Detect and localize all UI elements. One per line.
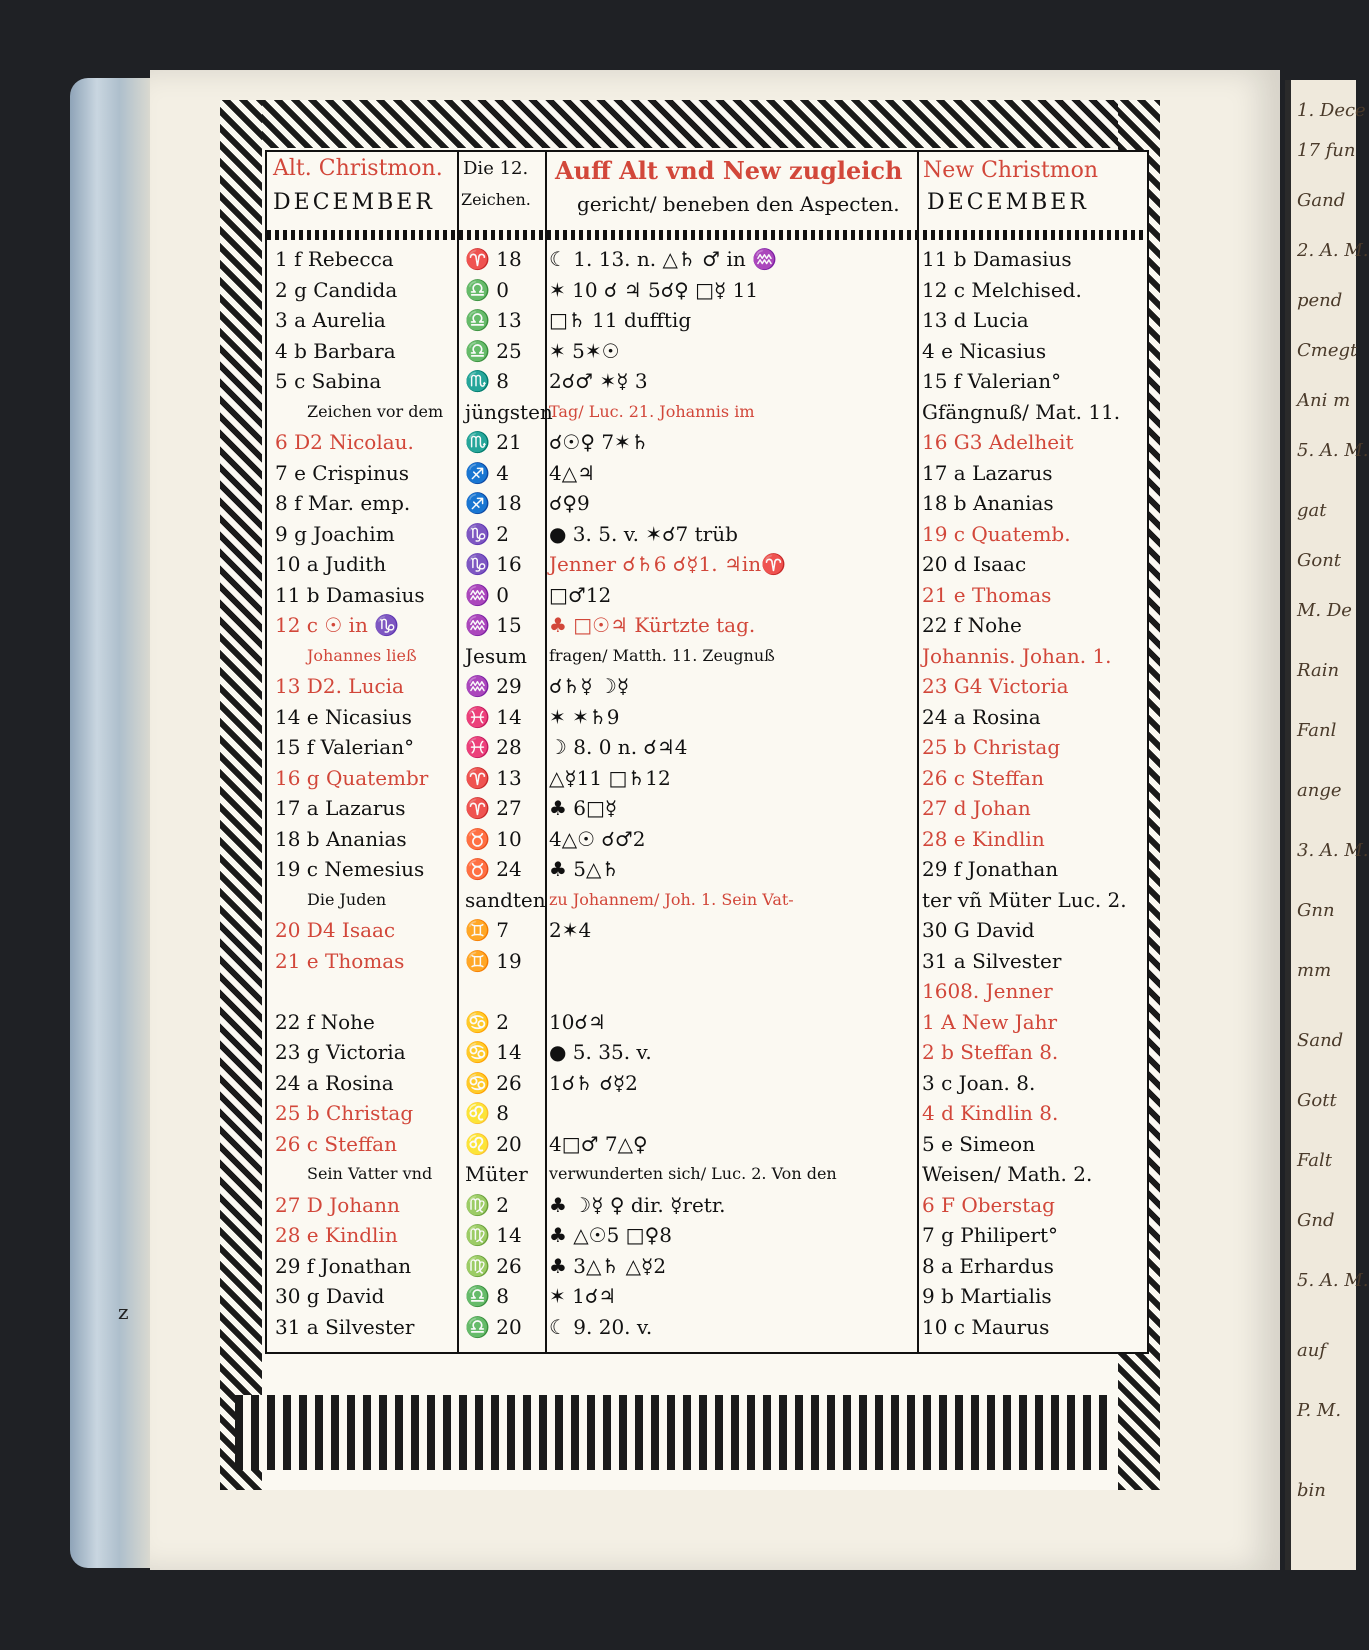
- old-calendar-cell: 26 c Steffan: [275, 1131, 397, 1156]
- calendar-row: [267, 1159, 1147, 1189]
- aspect-cell: ✶ ✶♄9: [549, 704, 620, 729]
- calendar-row: [267, 610, 1147, 640]
- calendar-row: [267, 732, 1147, 762]
- calendar-row: [267, 763, 1147, 793]
- calendar-row: [267, 580, 1147, 610]
- old-calendar-cell: 14 e Nicasius: [275, 704, 412, 729]
- new-calendar-cell: 1 A New Jahr: [922, 1009, 1058, 1034]
- zodiac-sign-cell: ♎ 13: [465, 308, 522, 332]
- calendar-row: [267, 915, 1147, 945]
- aspect-cell: ● 3. 5. v. ✶☌7 trüb: [549, 521, 738, 546]
- aspect-cell: 2☌♂ ✶☿ 3: [549, 369, 648, 393]
- zodiac-sign-cell: ♒ 0: [465, 582, 509, 607]
- new-calendar-cell: 21 e Thomas: [922, 582, 1052, 607]
- calendar-row: [267, 1129, 1147, 1159]
- new-calendar-cell: Johannis. Johan. 1.: [922, 643, 1112, 668]
- new-calendar-cell: 10 c Maurus: [922, 1314, 1050, 1339]
- aspect-cell: ♣ □☉♃ Kürtzte tag.: [549, 613, 756, 637]
- aspect-cell: □♄ 11 dufftig: [549, 308, 692, 332]
- zodiac-sign-cell: ♑ 2: [465, 521, 509, 546]
- aspect-cell: ● 5. 35. v.: [549, 1040, 652, 1064]
- old-calendar-cell: Johannes ließ: [307, 645, 417, 665]
- new-calendar-cell: 7 g Philipert°: [922, 1223, 1059, 1247]
- old-calendar-cell: 19 c Nemesius: [275, 857, 425, 881]
- new-calendar-cell: 20 d Isaac: [922, 552, 1027, 576]
- calendar-row: [267, 641, 1147, 671]
- aspect-cell: zu Johannem/ Joh. 1. Sein Vat-: [549, 889, 794, 909]
- calendar-row: [267, 488, 1147, 518]
- aspect-cell: ♣ △☉5 □♀8: [549, 1223, 672, 1247]
- old-calendar-cell: 8 f Mar. emp.: [275, 491, 411, 515]
- calendar-row: [267, 1098, 1147, 1128]
- old-calendar-cell: 13 D2. Lucia: [275, 674, 404, 698]
- new-calendar-cell: 31 a Silvester: [922, 948, 1062, 973]
- old-calendar-cell: Zeichen vor dem: [307, 401, 444, 421]
- zodiac-sign-cell: ♒ 15: [465, 613, 522, 637]
- calendar-row: [267, 275, 1147, 305]
- calendar-row: [267, 1220, 1147, 1250]
- calendar-row: [267, 366, 1147, 396]
- zodiac-sign-cell: ♎ 8: [465, 1284, 509, 1308]
- calendar-row: [267, 397, 1147, 427]
- aspect-cell: ☌♀9: [549, 491, 590, 515]
- aspect-cell: verwunderten sich/ Luc. 2. Von den: [549, 1164, 837, 1183]
- zodiac-sign-cell: ♑ 16: [465, 552, 522, 576]
- calendar-row: [267, 519, 1147, 549]
- zodiac-sign-cell: ♌ 8: [465, 1101, 509, 1125]
- calendar-row: [267, 946, 1147, 976]
- right-page-handwriting: 1. Dece 17 fun Gand 2. A. M. pend Cmegt Ani m 5. A. M. gat Gont M. De Rain Fanl ange 3. A. M. Gnn mm Sand Gott Falt Gnd 5. A. M. auf P. M. bin: [1285, 80, 1356, 1570]
- new-calendar-cell: 11 b Damasius: [922, 247, 1072, 271]
- zodiac-sign-cell: ♍ 26: [465, 1253, 522, 1278]
- zodiac-sign-cell: ♌ 20: [465, 1131, 522, 1156]
- bottom-ornament-band: [235, 1395, 1115, 1470]
- new-calendar-cell: Weisen/ Math. 2.: [922, 1162, 1093, 1186]
- zodiac-sign-cell: ♊ 7: [465, 918, 509, 942]
- calendar-row: [267, 1251, 1147, 1281]
- zodiac-sign-cell: Müter: [465, 1162, 528, 1186]
- old-calendar-cell: 4 b Barbara: [275, 338, 396, 363]
- calendar-row: [267, 1037, 1147, 1067]
- zodiac-sign-cell: jüngsten: [465, 399, 553, 424]
- old-calendar-cell: 12 c ☉ in ♑: [275, 613, 400, 637]
- aspect-cell: ✶ 1☌♃: [549, 1284, 617, 1308]
- new-calendar-title: New Christmon: [923, 158, 1099, 183]
- new-calendar-cell: 8 a Erhardus: [922, 1253, 1054, 1278]
- aspect-cell: ♣ 6□☿: [549, 796, 618, 820]
- old-calendar-cell: 6 D2 Nicolau.: [275, 430, 414, 454]
- zodiac-sign-cell: ♍ 14: [465, 1223, 522, 1247]
- new-calendar-cell: 1608. Jenner: [922, 979, 1053, 1003]
- calendar-row: [267, 549, 1147, 579]
- old-calendar-cell: 2 g Candida: [275, 277, 398, 302]
- old-calendar-cell: 10 a Judith: [275, 552, 387, 576]
- zodiac-sign-cell: ♏ 21: [465, 430, 522, 454]
- zodiac-sign-cell: ♉ 10: [465, 826, 522, 851]
- new-calendar-cell: 29 f Jonathan: [922, 857, 1059, 881]
- aspect-cell: 10☌♃: [549, 1009, 606, 1034]
- new-calendar-cell: 6 F Oberstag: [922, 1192, 1055, 1217]
- zodiac-sign-cell: Jesum: [465, 643, 527, 668]
- calendar-row: [267, 458, 1147, 488]
- old-calendar-cell: 25 b Christag: [275, 1101, 414, 1125]
- old-calendar-cell: 5 c Sabina: [275, 369, 382, 393]
- zodiac-sign-cell: ♋ 14: [465, 1040, 522, 1064]
- calendar-row: [267, 244, 1147, 274]
- new-month-label: DECEMBER: [927, 190, 1089, 215]
- zodiac-sign-cell: ♈ 18: [465, 247, 522, 271]
- old-calendar-cell: 24 a Rosina: [275, 1070, 394, 1095]
- new-calendar-cell: 5 e Simeon: [922, 1131, 1036, 1156]
- aspect-cell: ☽ 8. 0 n. ☌♃4: [549, 735, 688, 759]
- new-calendar-cell: 4 e Nicasius: [922, 338, 1047, 363]
- aspect-cell: ♣ 5△♄: [549, 857, 620, 881]
- aspect-cell: ☌♄☿ ☽☿: [549, 674, 630, 698]
- new-calendar-cell: 16 G3 Adelheit: [922, 430, 1074, 454]
- old-calendar-cell: 23 g Victoria: [275, 1040, 406, 1064]
- calendar-row: [267, 702, 1147, 732]
- zodiac-sign-cell: ♏ 8: [465, 369, 509, 393]
- signs-subtitle: Zeichen.: [461, 190, 531, 209]
- zodiac-sign-cell: ♋ 26: [465, 1070, 522, 1095]
- new-calendar-cell: 27 d Johan: [922, 796, 1031, 820]
- old-calendar-cell: 7 e Crispinus: [275, 460, 410, 485]
- old-calendar-title: Alt. Christmon.: [273, 156, 443, 181]
- margin-mark: z: [118, 1300, 129, 1324]
- new-calendar-cell: 9 b Martialis: [922, 1284, 1052, 1308]
- new-calendar-cell: 30 G David: [922, 918, 1035, 942]
- aspects-title: Auff Alt vnd New zugleich: [555, 156, 903, 185]
- zodiac-sign-cell: ♊ 19: [465, 948, 522, 973]
- new-calendar-cell: 2 b Steffan 8.: [922, 1040, 1059, 1064]
- old-calendar-cell: 18 b Ananias: [275, 826, 407, 851]
- zodiac-sign-cell: ♓ 14: [465, 704, 522, 729]
- new-calendar-cell: 15 f Valerian°: [922, 369, 1062, 393]
- zodiac-sign-cell: ♓ 28: [465, 735, 522, 759]
- new-calendar-cell: 25 b Christag: [922, 735, 1061, 759]
- new-calendar-cell: 23 G4 Victoria: [922, 674, 1069, 698]
- old-calendar-cell: 15 f Valerian°: [275, 735, 415, 759]
- calendar-row: [267, 976, 1147, 1006]
- signs-title: Die 12.: [463, 158, 529, 179]
- old-month-label: DECEMBER: [273, 190, 435, 215]
- calendar-row: [267, 824, 1147, 854]
- aspect-cell: ☾ 9. 20. v.: [549, 1314, 653, 1339]
- new-calendar-cell: ter vñ Müter Luc. 2.: [922, 887, 1127, 912]
- calendar-table: [265, 150, 1149, 1354]
- calendar-row: [267, 427, 1147, 457]
- calendar-row: [267, 854, 1147, 884]
- aspect-cell: 4△☉ ☌♂2: [549, 826, 646, 851]
- old-calendar-cell: 30 g David: [275, 1284, 385, 1308]
- zodiac-sign-cell: ♈ 27: [465, 796, 522, 820]
- zodiac-sign-cell: ♎ 0: [465, 277, 509, 302]
- zodiac-sign-cell: ♉ 24: [465, 857, 522, 881]
- zodiac-sign-cell: ♐ 4: [465, 460, 509, 485]
- aspect-cell: □♂12: [549, 582, 612, 607]
- new-calendar-cell: 22 f Nohe: [922, 613, 1022, 637]
- zodiac-sign-cell: ♒ 29: [465, 674, 522, 698]
- new-calendar-cell: 24 a Rosina: [922, 704, 1041, 729]
- old-calendar-cell: 21 e Thomas: [275, 948, 405, 973]
- aspect-cell: 4△♃: [549, 460, 596, 485]
- zodiac-sign-cell: ♐ 18: [465, 491, 522, 515]
- old-calendar-cell: 11 b Damasius: [275, 582, 425, 607]
- new-calendar-cell: 26 c Steffan: [922, 765, 1044, 790]
- aspects-subtitle: gericht/ beneben den Aspecten.: [577, 192, 900, 216]
- left-ornament-band: [220, 100, 262, 1490]
- aspect-cell: 2✶4: [549, 918, 592, 942]
- new-calendar-cell: Gfängnuß/ Mat. 11.: [922, 399, 1121, 424]
- calendar-row: [267, 793, 1147, 823]
- old-calendar-cell: 3 a Aurelia: [275, 308, 386, 332]
- old-calendar-cell: 29 f Jonathan: [275, 1253, 412, 1278]
- aspect-cell: Jenner ☌♄6 ☌☿1. ♃in♈: [549, 552, 787, 576]
- zodiac-sign-cell: sandten: [465, 887, 546, 912]
- old-calendar-cell: Sein Vatter vnd: [307, 1164, 433, 1183]
- aspect-cell: ♣ ☽☿ ♀ dir. ☿retr.: [549, 1192, 726, 1217]
- aspect-cell: ♣ 3△♄ △☿2: [549, 1253, 667, 1278]
- old-calendar-cell: 27 D Johann: [275, 1192, 400, 1217]
- new-calendar-cell: 13 d Lucia: [922, 308, 1029, 332]
- old-calendar-cell: 17 a Lazarus: [275, 796, 406, 820]
- new-calendar-cell: 28 e Kindlin: [922, 826, 1045, 851]
- calendar-row: [267, 1312, 1147, 1342]
- book-page-edges: [70, 78, 160, 1568]
- old-calendar-cell: Die Juden: [307, 889, 387, 909]
- aspect-cell: ☌☉♀ 7✶♄: [549, 430, 649, 454]
- new-calendar-cell: 4 d Kindlin 8.: [922, 1101, 1059, 1125]
- top-ornament-band: [220, 100, 1160, 148]
- header-divider: [267, 230, 1147, 240]
- calendar-row: [267, 1281, 1147, 1311]
- aspect-cell: Tag/ Luc. 21. Johannis im: [549, 401, 755, 421]
- old-calendar-cell: 22 f Nohe: [275, 1009, 375, 1034]
- calendar-row: [267, 305, 1147, 335]
- zodiac-sign-cell: ♈ 13: [465, 765, 522, 790]
- aspect-cell: ☾ 1. 13. n. △♄ ♂ in ♒: [549, 247, 777, 271]
- aspect-cell: 1☌♄ ☌☿2: [549, 1070, 638, 1095]
- zodiac-sign-cell: ♎ 20: [465, 1314, 522, 1339]
- old-calendar-cell: 16 g Quatembr: [275, 765, 429, 790]
- calendar-row: [267, 671, 1147, 701]
- old-calendar-cell: 9 g Joachim: [275, 521, 395, 546]
- new-calendar-cell: 19 c Quatemb.: [922, 521, 1071, 546]
- old-calendar-cell: 31 a Silvester: [275, 1314, 415, 1339]
- calendar-row: [267, 336, 1147, 366]
- calendar-row: [267, 885, 1147, 915]
- aspect-cell: ✶ 10 ☌ ♃ 5☌♀ □☿ 11: [549, 277, 759, 302]
- old-calendar-cell: 20 D4 Isaac: [275, 918, 396, 942]
- aspect-cell: ✶ 5✶☉: [549, 338, 620, 363]
- old-calendar-cell: 28 e Kindlin: [275, 1223, 398, 1247]
- new-calendar-cell: 18 b Ananias: [922, 491, 1054, 515]
- calendar-row: [267, 1007, 1147, 1037]
- zodiac-sign-cell: ♋ 2: [465, 1009, 509, 1034]
- aspect-cell: 4□♂ 7△♀: [549, 1131, 648, 1156]
- new-calendar-cell: 3 c Joan. 8.: [922, 1070, 1036, 1095]
- new-calendar-cell: 17 a Lazarus: [922, 460, 1053, 485]
- zodiac-sign-cell: ♍ 2: [465, 1192, 509, 1217]
- calendar-row: [267, 1068, 1147, 1098]
- old-calendar-cell: 1 f Rebecca: [275, 247, 394, 271]
- calendar-row: [267, 1190, 1147, 1220]
- aspect-cell: fragen/ Matth. 11. Zeugnuß: [549, 645, 775, 665]
- aspect-cell: △☿11 □♄12: [549, 765, 671, 790]
- zodiac-sign-cell: ♎ 25: [465, 338, 522, 363]
- new-calendar-cell: 12 c Melchised.: [922, 277, 1082, 302]
